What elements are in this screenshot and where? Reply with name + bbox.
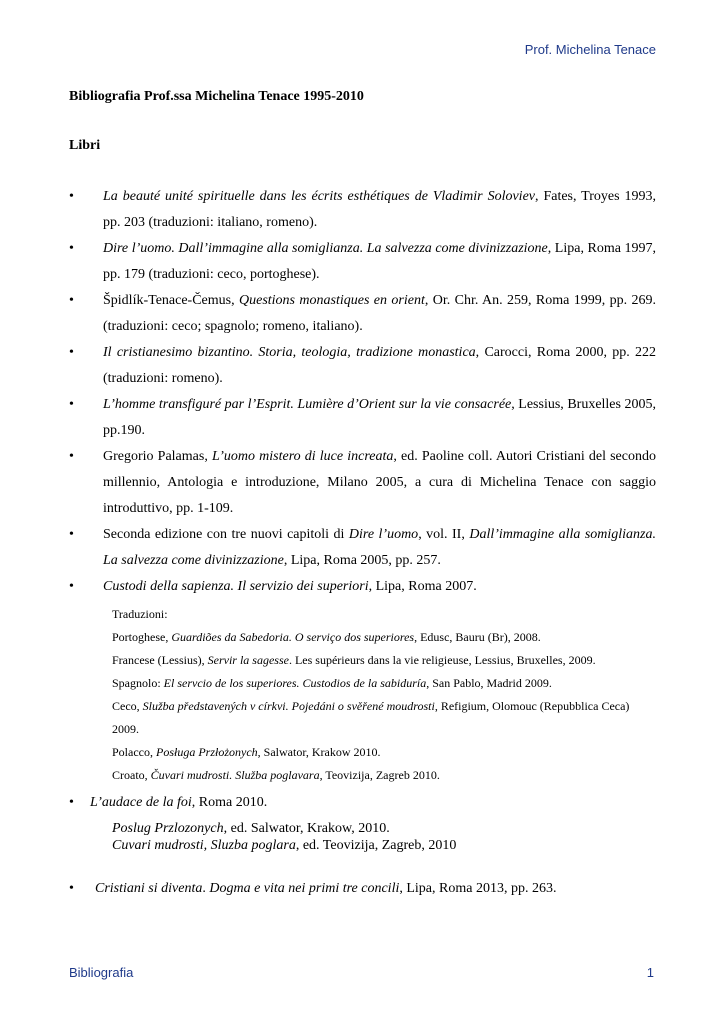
translations-block bbox=[112, 603, 656, 787]
translation-item: Francese (Lessius), Servir la sagesse. Les supérieurs dans la vie religieuse, Lessius, Bruxelles, 2009. bbox=[112, 653, 596, 667]
list-item: • Il cristianesimo bizantino. Storia, teologia, tradizione monastica, Carocci, Roma 2000, pp. 222 (traduzioni: romeno). bbox=[69, 340, 656, 392]
bullet-icon: • bbox=[69, 241, 74, 256]
list-item: • Custodi della sapienza. Il servizio dei superiori, Lipa, Roma 2007. bbox=[69, 574, 656, 600]
header-author: Prof. Michelina Tenace bbox=[524, 42, 656, 57]
bullet-icon: • bbox=[69, 189, 74, 204]
audace-translations bbox=[112, 820, 656, 854]
bullet-icon: • bbox=[69, 397, 74, 412]
list-item: • Seconda edizione con tre nuovi capitoli di Dire l’uomo, vol. II, Dall’immagine alla somiglianza. La salvezza come divinizzazione, Lipa, Roma 2005, pp. 257. bbox=[69, 522, 656, 574]
translation-item: Polacco, Posługa Przłożonych, Salwator, Krakow 2010. bbox=[112, 745, 381, 759]
list-item: • L’audace de la foi, Roma 2010. bbox=[69, 790, 656, 816]
list-item: • Cristiani si diventa. Dogma e vita nei primi tre concili, Lipa, Roma 2013, pp. 263. bbox=[69, 876, 656, 902]
translation-item: Croato, Čuvari mudrosti. Služba poglavara, Teovizija, Zagreb 2010. bbox=[112, 768, 440, 782]
translation-item: Poslug Przlozonych, ed. Salwator, Krakow, 2010. bbox=[112, 821, 390, 836]
list-item: • Dire l’uomo. Dall’immagine alla somiglianza. La salvezza come divinizzazione, Lipa, Roma 1997, pp. 179 (traduzioni: ceco, portoghese). bbox=[69, 236, 656, 288]
bullet-icon: • bbox=[69, 345, 74, 360]
footer-label: Bibliografia bbox=[69, 965, 134, 980]
section-heading: Libri bbox=[69, 138, 101, 153]
list-item: • Špidlík-Tenace-Čemus, Questions monastiques en orient, Or. Chr. An. 259, Roma 1999, pp. 269. (traduzioni: ceco; spagnolo; romeno, italiano). bbox=[69, 288, 656, 340]
bullet-icon: • bbox=[69, 527, 74, 542]
bullet-icon: • bbox=[69, 449, 74, 464]
translation-item: Spagnolo: El servcio de los superiores. Custodios de la sabiduría, San Pablo, Madrid 2009. bbox=[112, 676, 552, 690]
page-title: Bibliografia Prof.ssa Michelina Tenace 1995-2010 bbox=[69, 89, 364, 104]
translation-item: Cuvari mudrosti, Sluzba poglara, ed. Teovizija, Zagreb, 2010 bbox=[112, 838, 457, 853]
translation-item: Ceco, Služba představených v církvi. Pojedáni o svěřené moudrosti, Refigium, Olomouc (Repubblica Ceca) 2009. bbox=[112, 699, 630, 736]
list-item: • La beauté unité spirituelle dans les écrits esthétiques de Vladimir Soloviev, Fates, Troyes 1993, pp. 203 (traduzioni: italiano, romeno). bbox=[69, 184, 656, 236]
bullet-icon: • bbox=[69, 795, 74, 810]
translations-heading: Traduzioni: bbox=[112, 607, 168, 621]
bullet-icon: • bbox=[69, 881, 74, 896]
page-number: 1 bbox=[646, 965, 654, 980]
bibliography-list bbox=[69, 184, 656, 902]
translation-item: Portoghese, Guardiões da Sabedoria. O serviço dos superiores, Edusc, Bauru (Br), 2008. bbox=[112, 630, 541, 644]
bullet-icon: • bbox=[69, 579, 74, 594]
bullet-icon: • bbox=[69, 293, 74, 308]
list-item: • L’homme transfiguré par l’Esprit. Lumière d’Orient sur la vie consacrée, Lessius, Bruxelles 2005, pp.190. bbox=[69, 392, 656, 444]
list-item: • Gregorio Palamas, L’uomo mistero di luce increata, ed. Paoline coll. Autori Cristiani del secondo millennio, Antologia e introduzione, Milano 2005, a cura di Michelina Tenace con saggio introduttivo, pp. 1-109. bbox=[69, 444, 656, 522]
